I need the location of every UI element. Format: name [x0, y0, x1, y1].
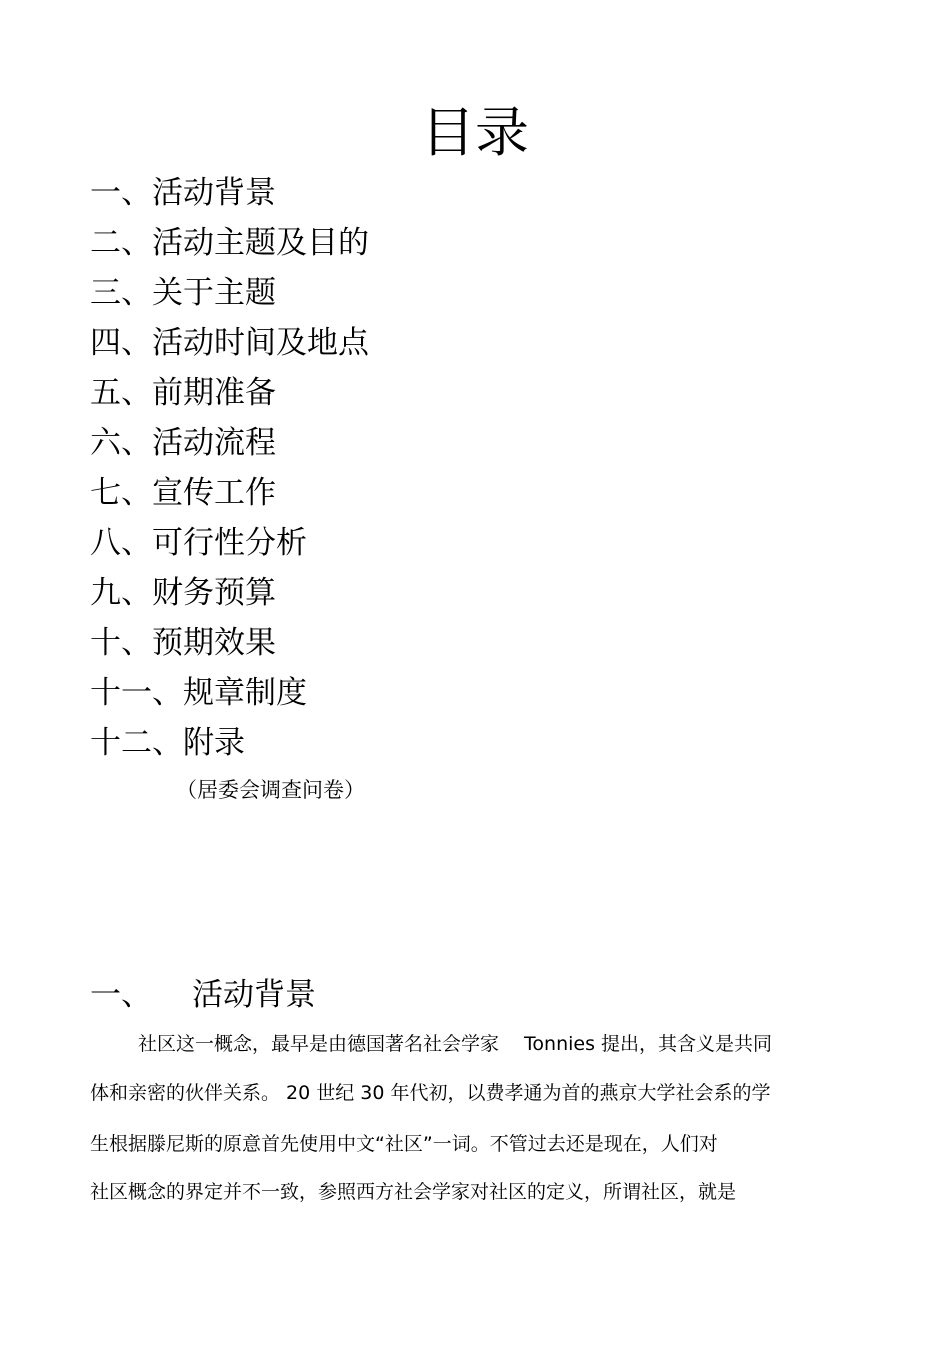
page-title: 目录	[421, 101, 529, 164]
paragraph-line: 生根据滕尼斯的原意首先使用中文“社区”一词。不管过去还是现在，人们对	[90, 1133, 718, 1155]
toc-item: 八、可行性分析	[90, 525, 307, 561]
paragraph-line: 体和亲密的伙伴关系。 20 世纪 30 年代初，以费孝通为首的燕京大学社会系的学	[90, 1082, 771, 1104]
toc-item: 六、活动流程	[90, 425, 276, 461]
toc-item: 四、活动时间及地点	[90, 325, 369, 361]
section-number: 一、	[90, 977, 152, 1013]
toc-item: 七、宣传工作	[90, 475, 276, 511]
toc-item: 九、财务预算	[90, 575, 276, 611]
toc-subitem: （居委会调查问卷）	[176, 778, 365, 802]
toc-item: 十一、规章制度	[90, 675, 307, 711]
section-heading	[90, 972, 316, 1018]
section-title: 活动背景	[192, 977, 316, 1013]
toc-item: 十、预期效果	[90, 625, 276, 661]
toc-item: 一、活动背景	[90, 175, 276, 211]
paragraph-line: 社区这一概念，最早是由德国著名社会学家 Tonnies 提出，其含义是共同	[138, 1033, 773, 1055]
paragraph-line: 社区概念的界定并不一致，参照西方社会学家对社区的定义，所谓社区，就是	[90, 1181, 737, 1203]
toc-item: 十二、附录	[90, 725, 245, 761]
table-of-contents	[90, 168, 369, 768]
toc-item: 五、前期准备	[90, 375, 276, 411]
toc-item: 三、关于主题	[90, 275, 276, 311]
toc-item: 二、活动主题及目的	[90, 225, 369, 261]
